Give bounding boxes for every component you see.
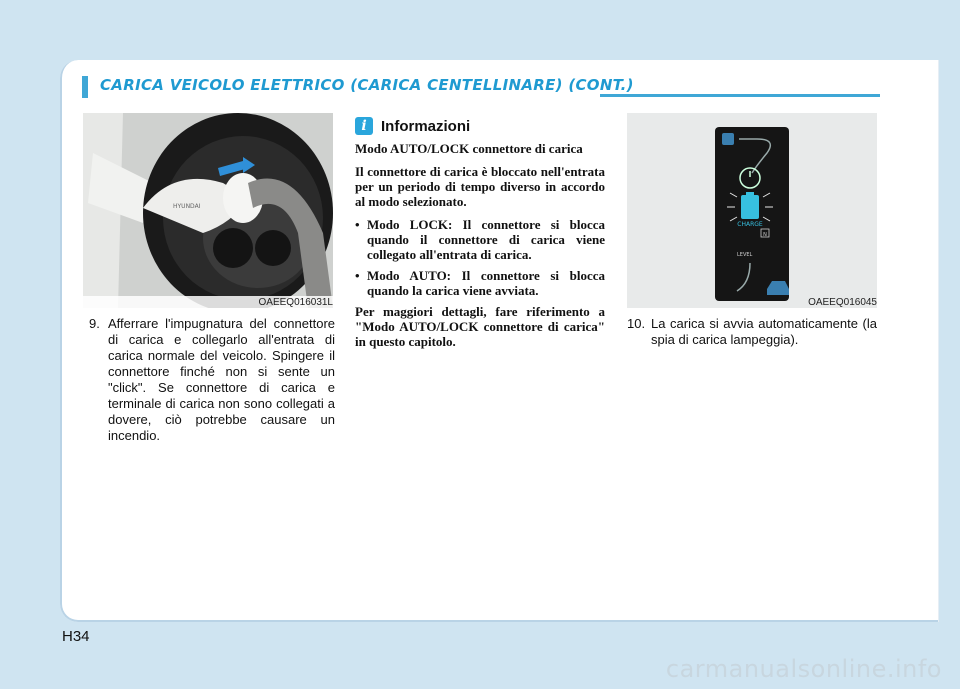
step-item [627,316,877,366]
bullet-text: Modo LOCK: Il connettore si blocca quando il connettore di carica viene collegato all'entrata di carica. [367,217,605,262]
info-bullet [355,268,605,298]
step-item [89,316,335,466]
info-subtitle: Modo AUTO/LOCK connettore di carica [355,141,583,156]
page-number: H34 [62,628,90,645]
section-header-rule [600,94,880,97]
section-header-marker [82,76,88,98]
right-margin-rule [938,60,939,622]
info-title: Informazioni [381,117,471,135]
step-text: Afferrare l'impugnatura del connettore di carica e collegarlo all'entrata di carica normale del veicolo. Spingere il connettore finché non si sente un "click". Se connettore di carica e terminale di carica non sono collegati a dovere, ciò potrebbe causare un incendio. [108,316,335,443]
level-label: LEVEL [737,252,753,258]
info-icon: i [355,117,373,135]
info-paragraph: Il connettore di carica è bloccato nell'entrata per un periodo di tempo diverso in accordo al modo selezionato. [355,164,605,209]
charge-label: CHARGE [737,221,763,228]
figure-caption: OAEEQ016031L [83,296,333,310]
charge-indicator-image [627,113,877,308]
svg-text:HYUNDAI: HYUNDAI [173,203,201,210]
section-title: CARICA VEICOLO ELETTRICO (CARICA CENTELLINARE) (CONT.) [100,76,634,94]
info-header [355,115,605,137]
step-text: La carica si avvia automaticamente (la spia di carica lampeggia). [651,316,877,347]
info-box [355,115,605,357]
charging-connector-illustration [83,113,333,308]
charge-indicator-illustration [627,113,877,308]
step-number: 9. [89,316,100,331]
figure-caption: OAEEQ016045 [808,297,877,308]
n-indicator-label: N [763,232,767,238]
bullet-dot-icon: • [355,217,360,232]
bullet-text: Modo AUTO: Il connettore si blocca quando la carica viene avviata. [367,268,605,298]
info-paragraph: Per maggiori dettagli, fare riferimento a "Modo AUTO/LOCK connettore di carica" in questo capitolo. [355,304,605,349]
step-number: 10. [627,316,646,331]
bullet-dot-icon: • [355,268,360,283]
watermark: carmanualsonline.info [665,655,942,683]
info-bullet [355,217,605,262]
charging-connector-photo [83,113,333,308]
